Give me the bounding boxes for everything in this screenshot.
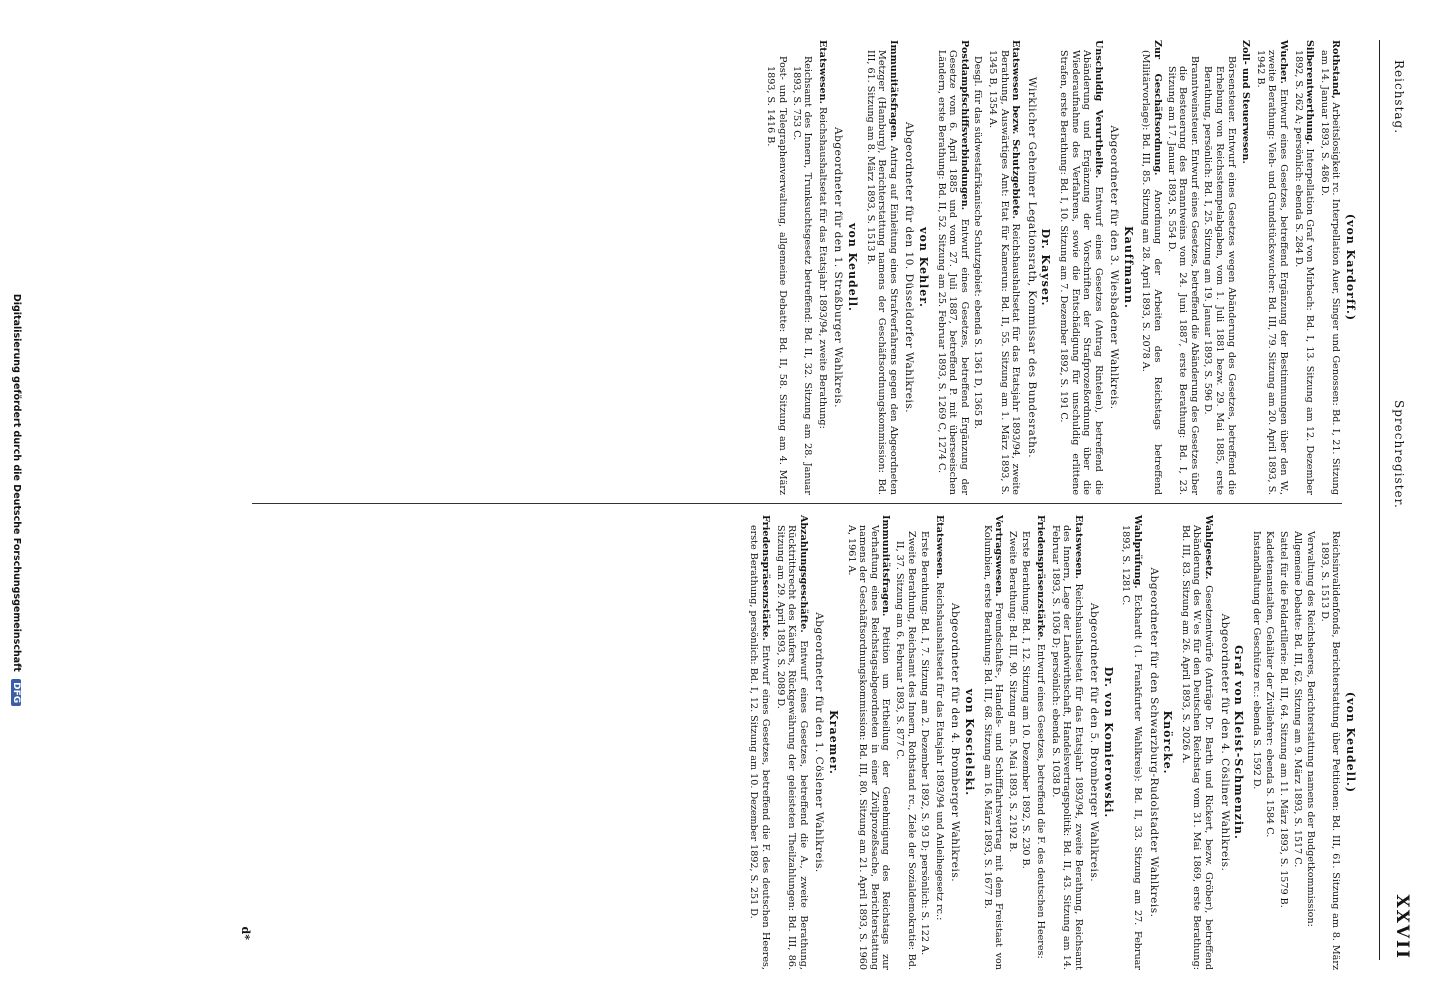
speaker-role: Abgeordneter für den 1. Straßburger Wahlkreis. [832, 127, 845, 408]
register-entry [1292, 40, 1315, 495]
entry-keyword: Friedenspräsenzstärke. [760, 515, 772, 641]
entry-keyword: Etatswesen. [933, 515, 945, 579]
entry-text: Freundschafts-, Handels- und Schifffahrtsvertrag mit dem Freistaat von Kolumbien, erste Berathung: Bd. III, 68. Sitzung am 16. März 1893, S. 1677 B. [981, 525, 1005, 970]
register-entry [935, 40, 970, 495]
speaker-role: Abgeordneter für den 4. Bromberger Wahlkreis. [949, 602, 962, 883]
speaker-role: Abgeordneter für den 10. Düsseldorfer Wahlkreis. [903, 121, 916, 414]
entry-keyword: Wahlgesetz. [1203, 515, 1215, 580]
sub-entry: Zweite Berathung: Bd. III, 90. Sitzung am 5. Mai 1893, S. 2192 B. [1006, 531, 1018, 853]
entry-keyword: Zur Geschäftsordnung. [1152, 40, 1164, 176]
register-entry [1240, 40, 1252, 495]
sub-entry: Post- und Telegraphenverwaltung, allgemeine Debatte: Bd. II, 58. Sitzung am 4. März 1893, S. 1416 B. [765, 56, 789, 495]
dfg-logo-icon: DFG [11, 679, 21, 706]
entry-keyword: Immunitätsfragen. [887, 40, 899, 142]
register-entry [1179, 515, 1214, 970]
sub-entry: Verwaltung des Reichsheeres, Berichterstattung namens der Budgetkommission: [1305, 531, 1317, 927]
register-entry [986, 40, 1021, 495]
sub-entry: Sattel für die Feldartillerie: Bd. III, 64. Sitzung am 11. März 1893, S. 1579 B. [1278, 531, 1290, 908]
register-entry [1140, 40, 1163, 495]
right-column [745, 515, 1362, 970]
footer-text: Digitalisierung gefördert durch die Deutsche Forschungsgemeinschaft [11, 293, 22, 672]
register-entry [1057, 40, 1103, 495]
register-entry [1318, 40, 1341, 495]
speaker-role: Abgeordneter für den 3. Wiesbadener Wahlkreis. [1108, 125, 1121, 410]
sub-entry: Zweite Berathung, Reichsamt des Innern, Rothstand rc., Ziele der Sozialdemokratie: Bd. II, 37. Sitzung am 6. Februar 1893, S. 877 C. [894, 531, 917, 970]
entry-keyword: Etatswesen bezw. Schutzgebiete. [1010, 40, 1022, 219]
register-entry [845, 515, 891, 970]
entry-keyword: Etatswesen. [1072, 515, 1084, 579]
sub-entry: Allgemeine Debatte: Bd. III, 62. Sitzung am 9. März 1893, S. 1517 C. [1291, 531, 1303, 868]
register-entry [933, 515, 945, 970]
entry-keyword: Unschuldig Verurtheilte. [1092, 40, 1104, 179]
register-entry [1034, 515, 1046, 970]
entry-text: Entwurf eines Gesetzes, betreffend Ergänzung der Bestimmungen über den W., zweite Berathung: Vieh- und Grundstückswucher: Bd. III, 79. Sitzung am 20. April 1893, S. 1942 B. [1254, 50, 1290, 495]
sub-entry: Erste Berathung: Bd. I, 12. Sitzung am 10. Dezember 1892, S. 230 B. [1020, 531, 1032, 869]
entry-text: Antrag auf Einleitung eines Strafverfahrens gegen den Abgeordneten Metzger (Hamburg), Berichterstattung namens der Geschäftsordnungskommission: Bd. III, 61. Sitzung am 8. März 1893, S. 1513 B. [864, 50, 899, 495]
entry-text: Entwurf eines Gesetzes, betreffend die F. des deutschen Heeres: [1034, 643, 1046, 959]
sub-entry: Börsensteuer. Entwurf eines Gesetzes wegen Abänderung des Gesetzes, betreffend die Erhebung von Reichsstempelabgaben, vom 1. Juli 1881 bezw. 29. Mai 1885, erste Berathung, persönlich: Bd. I, 25. Sitzung am 19. Januar 1893, S. 596 D. [1202, 56, 1237, 495]
register-entry [1254, 40, 1289, 495]
speaker-name: Dr. Kayser. [1039, 228, 1053, 307]
entry-text: Gesetzentwürfe (Anträge Dr. Barth und Rickert, bezw. Gröber), betreffend Abänderung des W.'es für den Deutschen Reichstag vom 31. Mai 1869, erste Berathung: Bd. III, 83. Sitzung am 26. April 1893, S. 2026 A. [1179, 525, 1215, 970]
entry-keyword: Immunitätsfragen. [880, 515, 892, 617]
entry-text: Arbeitslosigkeit rc. Interpellation Auer, Singer und Genossen: Bd. I, 21. Sitzung am 14. Januar 1893, S. 486 D. [1318, 50, 1342, 495]
entry-text: Entwurf eines Gesetzes (Antrag Rintelen), betreffend die Abänderung und Ergänzung der Vorschriften der Strafprozeßordnung über die Wiederaufnahme des Verfahrens, sowie die Entschädigung für unschuldig erlittene Strafen, erste Berathung: Bd. I, 10. Sitzung am 7. Dezember 1892, S. 191 C. [1057, 50, 1104, 495]
entry-keyword: Friedenspräsenzstärke. [1034, 515, 1046, 641]
speaker-name: Graf von Kleist-Schmenzin. [1232, 645, 1246, 840]
entry-keyword: Etatswesen. [816, 40, 828, 104]
header-rule [1379, 40, 1380, 960]
sub-entry: Branntweinsteuer. Entwurf eines Gesetzes, betreffend die Abänderung des Gesetzes über die Besteuerung des Branntweins vom 24. Juni 1887, erste Berathung: Bd. I, 23. Sitzung am 17. Januar 1893, S. 554 D. [1165, 56, 1200, 495]
sub-entry: Reichsamt des Innern, Trunksuchtsgesetz betreffend: Bd. II, 32. Sitzung am 28. Januar 1893, S. 753 C. [790, 56, 814, 495]
page-number: XXVII [1392, 894, 1412, 960]
speaker-name: Dr. von Komierowski. [1101, 666, 1115, 819]
entry-keyword: Zoll- und Steuerwesen. [1240, 40, 1252, 164]
register-entry [748, 515, 771, 970]
entry-keyword: Rothstand, [1330, 40, 1342, 99]
speaker-role: Wirklicher Geheimer Legationsrath, Kommissar des Bundesraths. [1025, 76, 1038, 459]
sub-entry: Kadettenanstalten, Gehälter der Zivillehrer: ebenda S. 1584 C. [1264, 531, 1276, 838]
speaker-role: Abgeordneter für den Schwarzburg-Rudolstadter Wahlkreis. [1147, 567, 1160, 918]
signature-mark: d* [239, 926, 252, 940]
digitization-footer [11, 0, 22, 1000]
entry-text: Reichshaushaltsetat für das Etatsjahr 1893/94 und Anleihegesetz rc.: [933, 582, 945, 921]
entry-text: Reichshaushaltsetat für das Etatsjahr 1893/94, zweite Berathung, Reichsamt des Innern, Lage der Landwirthschaft, Handelsvertragspolitik: Bd. II, 43. Sitzung am 14. Februar 1893, S. 1036 D; persönlich: ebenda S. 1038 D. [1049, 525, 1084, 970]
speaker-name: (von Keudell.) [1344, 691, 1357, 794]
register-entry [864, 40, 899, 495]
register-entry [816, 40, 828, 495]
entry-keyword: Postdampfschiffsverbindungen. [958, 40, 970, 211]
entry-text: Entwurf eines Gesetzes, betreffend die A., zweite Berathung, Rücktrittsrecht des Käufers, Rückgewährung der geleisteten Theilzahlungen: Bd. III, 86. Sitzung am 29. April 1893, S. 2089 D. [774, 525, 809, 970]
entry-keyword: Abzahlungsgeschäfte. [797, 515, 809, 633]
entry-text: Reichshaushaltsetat für das Etatsjahr 1893/94, zweite Berathung, Auswärtiges Amt: Etat für Kamerun: Bd. II, 55. Sitzung am 1. März 1893, S. 1345 B, 1354 A. [986, 50, 1022, 495]
speaker-name: von Kehler. [917, 227, 930, 308]
entry-text: Interpellation Graf von Mirbach: Bd. I, 13. Sitzung am 12. Dezember 1892, S. 262 A; persönlich: ebenda S. 284 D. [1292, 50, 1316, 495]
register-entry [1049, 515, 1084, 970]
speaker-role: Abgeordneter für den 4. Cösliner Wahlkreis. [1218, 613, 1231, 872]
entry-keyword: Silberentwerthung. [1304, 40, 1316, 145]
entry-text: Eckhardt (1. Frankfurter Wahlkreis): Bd. II, 33. Sitzung am 27. Februar 1893, S. 1281 C. [1120, 525, 1144, 970]
speaker-name: Knörcke. [1161, 710, 1175, 775]
speaker-name: von Koscielski. [962, 688, 976, 797]
entry-text: Entwurf eines Gesetzes, betreffend Ergänzung der Gesetze vom 6. April 1885 und vom 27. Juli 1887, betreffend P. mit überseeischen Ländern, erste Berathung: Bd. II, 52. Sitzung am 25. Februar 1893, S. 1269 C, 1274 C. [935, 50, 970, 495]
speaker-role: Abgeordneter für den 5. Bromberger Wahlkreis. [1088, 602, 1101, 883]
register-entry [774, 515, 809, 970]
sub-entry: Instandhaltung der Geschütze rc.: ebenda S. 1592 D. [1250, 531, 1262, 790]
entry-text: Petition um Ertheilung der Genehmigung des Reichstags zur Verhaftung eines Reichstagsabgeordneten in einer Zivilprozeßsache, Berichterstattung namens der Geschäftsordnungskommission: Bd. III, 80. Sitzung am 21. April 1893, S. 1960 A, 1961 A. [845, 525, 892, 970]
entry-text: Entwurf eines Gesetzes, betreffend die F. des deutschen Heeres, erste Berathung, persönlich: Bd. I, 12. Sitzung am 10. Dezember 1892, S. 251 D. [748, 525, 772, 970]
register-entry [1120, 515, 1143, 970]
column-divider [252, 503, 1342, 504]
speaker-name: von Keudell. [846, 223, 860, 312]
sub-entry: Erste Berathung: Bd. I, 7. Sitzung am 2. Dezember 1892, S. 93 D; persönlich: S. 122 A. [919, 531, 931, 956]
header-title: Sprechregister. [1392, 400, 1406, 509]
sub-entry: Reichsinvalidenfonds, Berichterstattung über Petitionen: Bd. III, 61. Sitzung am 8. März 1893, S. 1513 D. [1318, 531, 1342, 970]
left-column [763, 40, 1362, 495]
speaker-name: (von Kardorff.) [1344, 213, 1357, 322]
sub-entry: Desgl. für das südwestafrikanische Schutzgebiet: ebenda S. 1361 D, 1365 B. [972, 56, 984, 430]
speaker-name: Kauffmann. [1121, 226, 1135, 309]
register-entry [981, 515, 1004, 970]
header-left: Reichstag. [1392, 60, 1406, 135]
speaker-role: Abgeordneter für den 1. Cöslener Wahlkreis. [813, 612, 826, 873]
speaker-name: Kraemer. [827, 710, 841, 775]
entry-text: Anordnung der Arbeiten des Reichstags betreffend (Militärvorlage): Bd. III, 85. Sitzung am 28. April 1893, S. 2078 A. [1140, 50, 1164, 495]
entry-keyword: Wahlprüfung. [1132, 515, 1144, 589]
entry-text: Reichshaushaltsetat für das Etatsjahr 1893/94, zweite Berathung: [816, 107, 828, 429]
entry-keyword: Wucher. [1278, 40, 1290, 84]
entry-keyword: Vertragswesen. [993, 515, 1005, 597]
